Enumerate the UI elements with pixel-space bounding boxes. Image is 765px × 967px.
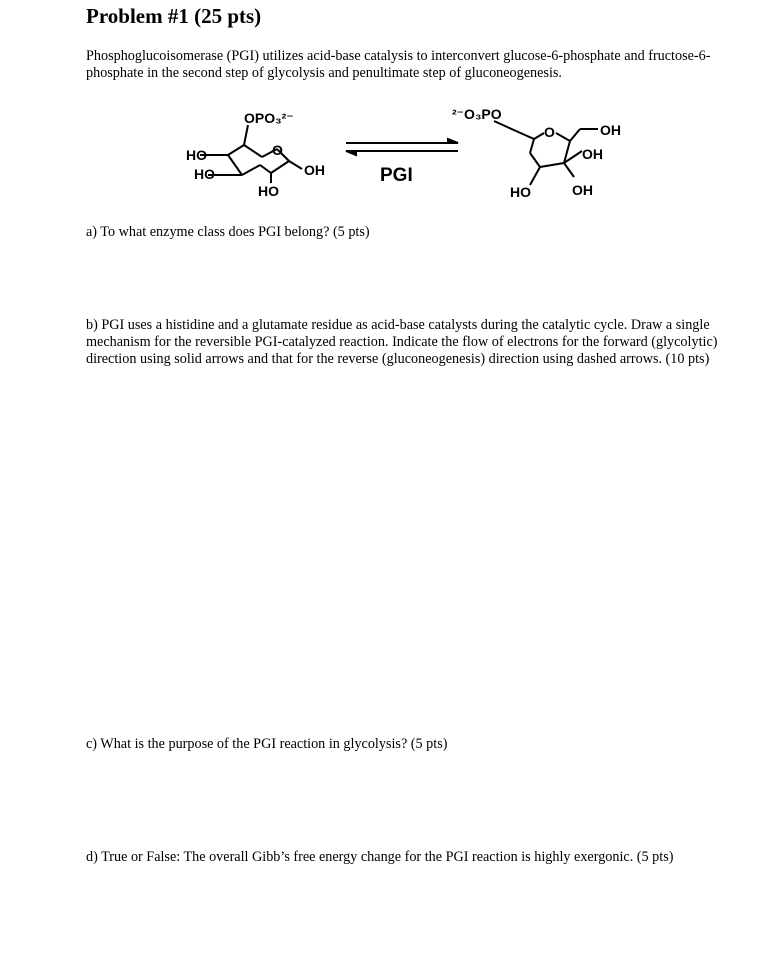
pgi-reaction-scheme <box>170 103 650 203</box>
equilibrium-arrows <box>346 139 458 155</box>
question-c: c) What is the purpose of the PGI reaction in glycolysis? (5 pts) <box>86 736 448 752</box>
glucose-hydroxyl-4: HO <box>186 147 207 163</box>
fructose-hydroxyl-c2: OH <box>582 146 603 162</box>
question-d: d) True or False: The overall Gibb’s free energy change for the PGI reaction is highly exergonic. (5 pts) <box>86 849 674 865</box>
question-a: a) To what enzyme class does PGI belong? (5 pts) <box>86 224 370 240</box>
fructose-hydroxyl-c1: OH <box>600 122 621 138</box>
glucose-hydroxyl-3: HO <box>194 166 215 182</box>
glucose-phosphate-label: OPO₃²⁻ <box>244 110 294 126</box>
glucose-hydroxyl-1: OH <box>304 162 325 178</box>
page-title: Problem #1 (25 pts) <box>86 4 262 28</box>
fructose-ring-oxygen: O <box>544 124 555 140</box>
question-b: b) PGI uses a histidine and a glutamate residue as acid-base catalysts during the catalytic cycle. Draw a single mechanism for the reversible PGI-catalyzed reaction. Indicate the flow of electrons for the forward (glycolytic) direction using solid arrows and that for the reverse (gluconeogenesis) direction using dashed arrows. (10 pts) <box>86 317 718 367</box>
fructose-phosphate-label: ²⁻O₃PO <box>452 106 502 122</box>
fructose-hydroxyl-c3: OH <box>572 182 593 198</box>
intro-paragraph: Phosphoglucoisomerase (PGI) utilizes acid-base catalysis to interconvert glucose-6-phosphate and fructose-6-phosphate in the second step of glycolysis and penultimate step of gluconeogenesis. <box>86 48 711 81</box>
glucose-ring-oxygen: O <box>272 142 283 158</box>
enzyme-label: PGI <box>380 165 413 186</box>
glucose-6-phosphate-structure <box>200 125 302 183</box>
glucose-hydroxyl-2: HO <box>258 183 279 199</box>
fructose-hydroxyl-c4: HO <box>510 184 531 200</box>
